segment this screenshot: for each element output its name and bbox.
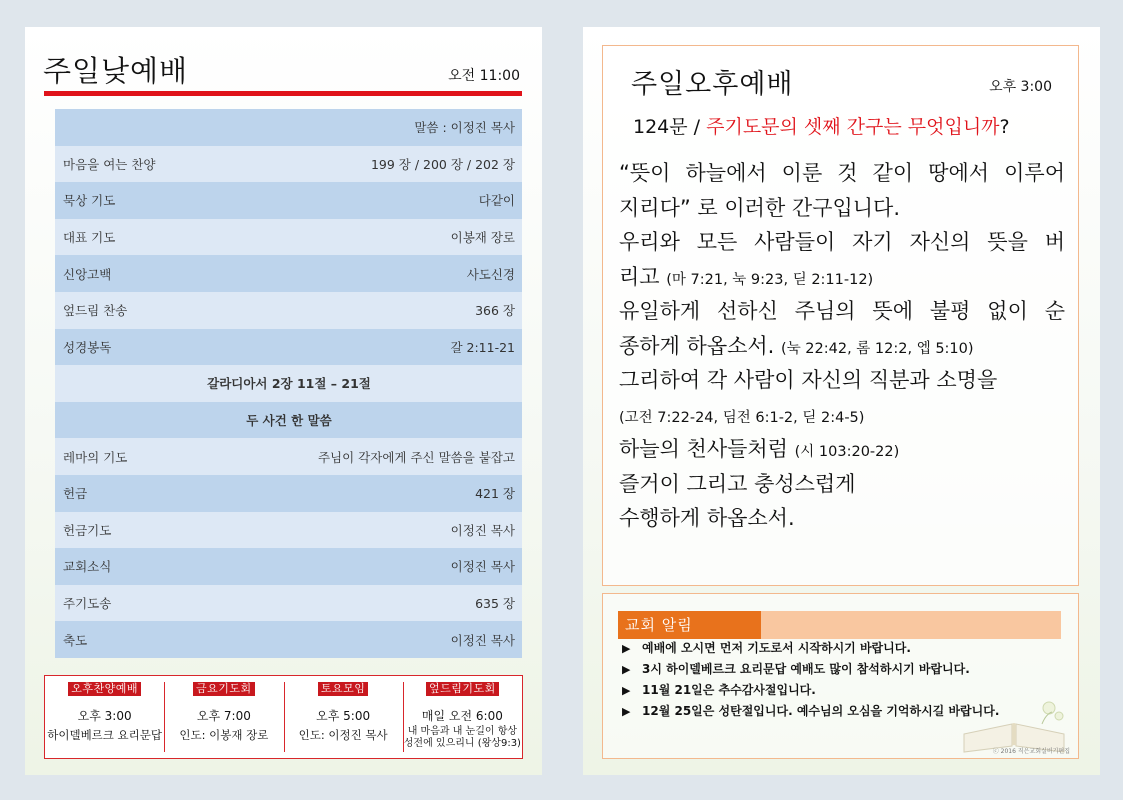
table-row (55, 329, 522, 366)
morning-service-page (25, 27, 542, 775)
row-label: 성경봉독 (63, 339, 112, 355)
scripture-reference: (시 103:20-22) (794, 444, 900, 460)
row-label: 대표 기도 (63, 230, 116, 246)
schedule-time: 오후 7:00 (196, 709, 251, 723)
table-row (55, 219, 522, 256)
catechism-answer (619, 156, 1065, 536)
question-text: 주기도문의 셋째 간구는 무엇입니까 (706, 116, 1000, 138)
schedule-time: 오후 5:00 (316, 709, 371, 723)
bullet-icon: ▶ (622, 663, 631, 676)
answer-line (619, 467, 1065, 502)
notice-text: 11월 21일은 추수감사절입니다. (642, 683, 816, 697)
row-value: 이정진 목사 (450, 522, 515, 538)
scripture-reference: (눅 22:42, 롬 12:2, 엡 5:10) (781, 340, 974, 357)
table-row (55, 585, 522, 622)
morning-service-title: 주일낮예배 (43, 54, 189, 88)
row-value: 421 장 (475, 486, 515, 502)
row-value: 주님이 각자에게 주신 말씀을 붙잡고 (317, 449, 515, 465)
row-value: 635 장 (475, 596, 515, 612)
answer-line (619, 432, 1065, 467)
afternoon-service-time: 오후 3:00 (989, 79, 1052, 95)
row-label: 마음을 여는 찬양 (63, 156, 156, 172)
row-value: 갈라디아서 2장 11절 – 21절 (207, 376, 371, 392)
list-item (622, 680, 1062, 701)
afternoon-service-title: 주일오후예배 (631, 69, 794, 100)
notice-text: 예배에 오시면 먼저 기도로서 시작하시기 바랍니다. (642, 641, 911, 655)
row-value: 두 사건 한 말씀 (246, 413, 332, 429)
table-row (55, 109, 522, 146)
answer-line (619, 363, 1065, 398)
bullet-icon: ▶ (622, 705, 631, 718)
row-value: 말씀 : 이정진 목사 (414, 120, 515, 136)
row-value: 이봉재 장로 (450, 230, 515, 246)
notice-text: 3시 하이델베르크 요리문답 예배도 많이 참석하시기 바랍니다. (642, 662, 970, 676)
list-item (622, 659, 1062, 680)
schedule-friday-prayer (164, 676, 283, 758)
schedule-name: 토요모임 (318, 682, 369, 696)
copyright-text: ⓒ 2016 직은교회실비기편집 (992, 748, 1070, 755)
schedule-time: 오후 3:00 (77, 709, 132, 723)
list-item (622, 701, 1022, 722)
answer-text: 지리다” 로 이러한 간구입니다. (619, 195, 901, 220)
question-number: 124문 / (633, 116, 707, 138)
schedule-name: 엎드림기도회 (426, 682, 499, 696)
table-row (55, 146, 522, 183)
schedule-note: 인도: 이정진 목사 (298, 728, 388, 742)
notice-title: 교회 알림 (618, 611, 761, 639)
row-value: 366 장 (475, 303, 515, 319)
table-row (55, 438, 522, 475)
list-item (622, 638, 1062, 659)
answer-text: 우리와 모든 사람들이 자기 자신의 뜻을 버 (619, 230, 1065, 254)
row-label: 헌금기도 (63, 522, 112, 538)
notice-list (622, 638, 1062, 722)
answer-line (619, 260, 1065, 295)
table-row (55, 402, 522, 439)
row-label: 레마의 기도 (63, 449, 128, 465)
church-notice-box (602, 593, 1079, 759)
morning-service-time: 오전 11:00 (448, 68, 520, 84)
table-row (55, 182, 522, 219)
catechism-box (602, 45, 1079, 586)
schedule-afternoon-praise (45, 676, 164, 758)
row-label: 신앙고백 (63, 266, 112, 282)
weekly-schedule-box (44, 675, 523, 759)
answer-line (619, 398, 1065, 433)
table-row (55, 292, 522, 329)
scripture-reference: (마 7:21, 눅 9:23, 딛 2:11-12) (666, 271, 874, 288)
answer-line (619, 329, 1065, 364)
answer-line (619, 225, 1065, 260)
schedule-verse-line: 내 마음과 내 눈길이 항상 (407, 726, 518, 737)
table-row (55, 512, 522, 549)
schedule-name: 금요기도회 (193, 682, 255, 696)
schedule-dawn-prayer (403, 676, 522, 758)
table-row (55, 621, 522, 658)
answer-text: 종하게 하옵소서. (619, 333, 782, 358)
row-value: 199 장 / 200 장 / 202 장 (370, 156, 515, 172)
notice-text: 12월 25일은 성탄절입니다. 예수님의 오심을 기억하시길 바랍니다. (642, 704, 1000, 718)
order-of-worship-table (55, 109, 522, 658)
row-label: 엎드림 찬송 (63, 303, 128, 319)
row-value: 이정진 목사 (450, 632, 515, 648)
table-row (55, 365, 522, 402)
schedule-verse-line: 성전에 있으리니 (왕상9:3) (403, 738, 521, 749)
title-divider (44, 91, 522, 96)
row-label: 교회소식 (63, 559, 112, 575)
bullet-icon: ▶ (622, 642, 631, 655)
afternoon-service-page (583, 27, 1100, 775)
answer-text: “뜻이 하늘에서 이룬 것 같이 땅에서 이루어 (619, 161, 1065, 185)
row-label: 주기도송 (63, 596, 112, 612)
row-label: 축도 (63, 632, 88, 648)
table-row (55, 475, 522, 512)
answer-line (619, 156, 1065, 191)
row-label: 묵상 기도 (63, 193, 116, 209)
schedule-name: 오후찬양예배 (68, 682, 141, 696)
answer-line (619, 294, 1065, 329)
answer-line (619, 501, 1065, 536)
catechism-question (633, 112, 1010, 139)
scripture-reference: (고전 7:22-24, 딤전 6:1-2, 딛 2:4-5) (619, 409, 865, 426)
schedule-note: 인도: 이봉재 장로 (179, 728, 269, 742)
answer-text: 유일하게 선하신 주님의 뜻에 불평 없이 순 (619, 299, 1065, 323)
answer-text: 즐거이 그리고 충성스럽게 (619, 471, 856, 496)
row-value: 다같이 (478, 193, 515, 209)
row-value: 갈 2:11-21 (450, 339, 515, 355)
notice-header-bar (618, 611, 1061, 639)
question-mark: ? (999, 116, 1010, 138)
schedule-saturday-meeting (284, 676, 403, 758)
table-row (55, 255, 522, 292)
row-label: 헌금 (63, 486, 88, 502)
answer-text: 그리하여 각 사람이 자신의 직분과 소명을 (619, 368, 998, 392)
answer-text: 수행하게 하옵소서. (619, 506, 795, 530)
row-value: 사도신경 (466, 266, 515, 282)
bullet-icon: ▶ (622, 684, 631, 697)
schedule-time: 매일 오전 6:00 (421, 709, 503, 723)
schedule-note: 하이델베르크 요리문답 (47, 728, 162, 742)
answer-text: 리고 (619, 264, 667, 289)
table-row (55, 548, 522, 585)
row-value: 이정진 목사 (450, 559, 515, 575)
answer-text: 하늘의 천사들처럼 (619, 437, 795, 461)
answer-line (619, 191, 1065, 226)
